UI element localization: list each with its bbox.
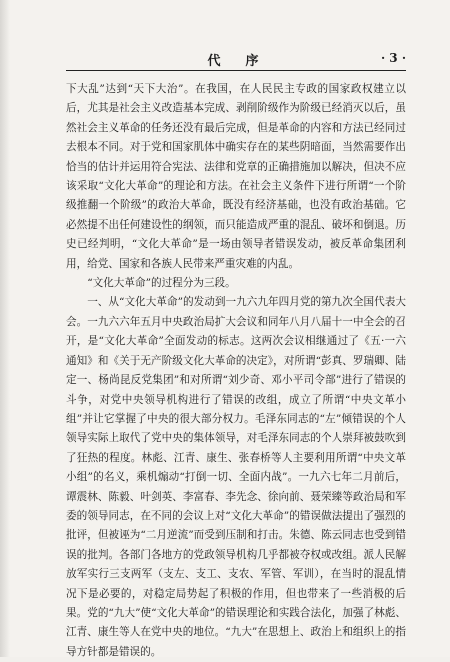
paragraph-section-intro: “文化大革命”的过程分为三段。 (87, 277, 236, 290)
page-body (66, 80, 406, 662)
running-header (66, 50, 406, 70)
page-spine-shadow (0, 0, 10, 657)
paragraph-stage-one: 一、从“文化大革命”的发动到一九六九年四月党的第九次全国代表大会。一九六六年五月中央政治局扩大会议和同年八月八届十一中全会的召开，是“文化大革命”全面发动的标志。这两次会议相继通过了《五·一六通知》和《关于无产阶级文化大革命的决定》，对所谓“彭真、罗瑞卿、陆定一、杨尚昆反党集团”和对所谓“刘少奇、邓小平司令部”进行了错误的斗争，对党中央领导机构进行了错误的改组，成立了所谓“中央文革小组”并让它掌握了中央的很大部分权力。毛泽东同志的“左”倾错误的个人领导实际上取代了党中央的集体领导，对毛泽东同志的个人崇拜被鼓吹到了狂热的程度。林彪、江青、康生、张春桥等人主要利用所谓“中央文革小组”的名义，乘机煽动“打倒一切、全面内战”。一九六七年二月前后，谭震林、陈毅、叶剑英、李富春、李先念、徐向前、聂荣臻等政治局和军委的领导同志，在不同的会议上对“文化大革命”的错误做法提出了强烈的批评，但被诬为“二月逆流”而受到压制和打击。朱德、陈云同志也受到错误的批判。各部门各地方的党政领导机构几乎都被夺权或改组。派人民解放军实行三支两军（支左、支工、支农、军管、军训），在当时的混乱情况下是必要的，对稳定局势起了积极的作用，但也带来了一些消极的后果。党的“九大”使“文化大革命”的错误理论和实践合法化，加强了林彪、江青、康生等人在党中央的地位。“九大”在思想上、政治上和组织上的指导方针都是错误的。 (66, 296, 406, 658)
header-rule (66, 70, 406, 71)
paragraph-continued: 下大乱”达到“天下大治”。在我国，在人民民主专政的国家政权建立以后，尤其是社会主义改造基本完成、剥削阶级作为阶级已经消灭以后，虽然社会主义革命的任务还没有最后完成，但是革命的内容和方法已经同过去根本不同。对于党和国家肌体中确实存在的某些阴暗面，当然需要作出恰当的估计并运用符合宪法、法律和党章的正确措施加以解决，但决不应该采取“文化大革命”的理论和方法。在社会主义条件下进行所谓“一个阶级推翻一个阶级”的政治大革命，既没有经济基础，也没有政治基础。它必然提不出任何建设性的纲领，而只能造成严重的混乱、破坏和倒退。历史已经判明，“文化大革命”是一场由领导者错误发动，被反革命集团利用，给党、国家和各族人民带来严重灾难的内乱。 (66, 83, 406, 270)
page-number: · 3 · (380, 51, 406, 65)
running-header-title: 代 序 (207, 54, 265, 69)
